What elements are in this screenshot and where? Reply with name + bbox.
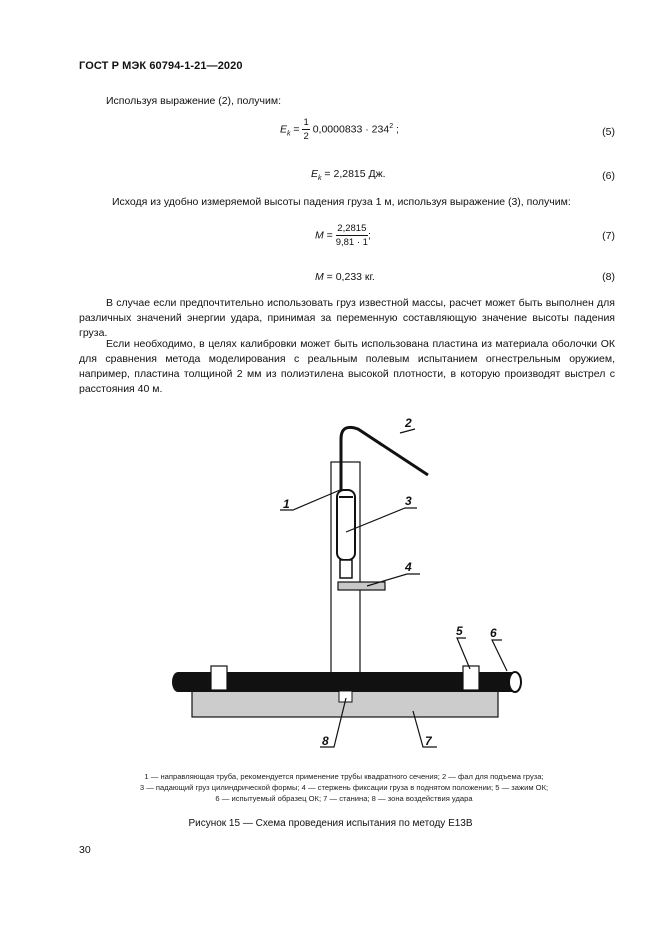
eq7-tail: ; bbox=[367, 229, 371, 242]
eq5-fraction bbox=[302, 117, 309, 142]
figure-caption: Рисунок 15 — Схема проведения испытания по методу Е13В bbox=[188, 818, 473, 829]
clamp-left bbox=[211, 666, 227, 690]
figure-label-5: 5 bbox=[456, 624, 463, 638]
eq5-frac-den: 2 bbox=[303, 131, 309, 142]
eq7-frac-den: 9,81 · 1 bbox=[335, 237, 368, 248]
figure-label-7: 7 bbox=[425, 734, 432, 748]
eq8-lhs: M bbox=[315, 271, 324, 283]
clamp-right bbox=[463, 666, 479, 690]
eq8-rest: = 0,233 кг. bbox=[323, 271, 375, 283]
eq5-lhs: E bbox=[280, 123, 288, 136]
equation-7 bbox=[315, 223, 371, 248]
eq5-frac-num: 1 bbox=[303, 117, 309, 128]
intro-text: Используя выражение (2), получим: bbox=[106, 95, 282, 107]
figure-label-6: 6 bbox=[490, 626, 497, 640]
document-header: ГОСТ Р МЭК 60794-1-21—2020 bbox=[79, 60, 243, 72]
eq5-rest: 0,0000833 · 234 bbox=[309, 123, 390, 136]
equation-5 bbox=[280, 117, 399, 142]
eq5-lhs-sub: k bbox=[287, 130, 291, 138]
test-setup-figure bbox=[0, 405, 661, 765]
eq7-lhs: M bbox=[315, 229, 324, 242]
eq6-lhs-sub: k bbox=[318, 175, 322, 183]
equation-6-number: (6) bbox=[602, 170, 615, 182]
equation-5-number: (5) bbox=[602, 126, 615, 138]
falling-weight bbox=[337, 490, 355, 560]
legend-line-3: 6 — испытуемый образец ОК; 7 — станина; 8 — зона воздействия удара bbox=[215, 794, 473, 803]
eq6-rest: = 2,2815 Дж. bbox=[321, 168, 386, 180]
eq7-fraction bbox=[336, 223, 368, 248]
equation-8 bbox=[315, 271, 375, 283]
equation-7-number: (7) bbox=[602, 230, 615, 242]
equation-8-number: (8) bbox=[602, 271, 615, 283]
figure-label-1: 1 bbox=[283, 497, 290, 511]
weight-shaft bbox=[340, 560, 352, 578]
eq5-equals: = bbox=[290, 123, 303, 136]
paragraph-known-mass: В случае если предпочтительно использовать груз известной массы, расчет может быть выполнен для различных значений энергии удара, принимая за переменную составляющую значение высоты падения груза. bbox=[79, 297, 615, 339]
eq6-lhs: E bbox=[311, 168, 319, 180]
figure-label-8: 8 bbox=[322, 734, 329, 748]
eq7-frac-num: 2,2815 bbox=[337, 223, 367, 234]
eq5-tail: ; bbox=[393, 123, 399, 136]
equation-6 bbox=[311, 168, 386, 182]
figure-label-3: 3 bbox=[405, 494, 412, 508]
cable-right-end bbox=[509, 672, 521, 692]
paragraph-calibration: Если необходимо, в целях калибровки может быть использована пластина из материала оболочки ОК для сравнения метода моделирования с реальным полевым испытанием огнестрельным оружием, например, пластина толщиной 2 мм из полиэтилена высокой плотности, в которую производят выстрел с расстояния 40 м. bbox=[79, 338, 615, 395]
cable-left-end bbox=[172, 672, 184, 692]
page-number: 30 bbox=[79, 844, 91, 856]
legend-line-1: 1 — направляющая труба, рекомендуется применение трубы квадратного сечения; 2 — фал для подъема груза; bbox=[144, 772, 544, 781]
eq7-equals: = bbox=[323, 229, 336, 242]
figure-label-4: 4 bbox=[405, 560, 412, 574]
figure-label-2: 2 bbox=[405, 416, 412, 430]
paragraph-height: Исходя из удобно измеряемой высоты падения груза 1 м, используя выражение (3), получим: bbox=[112, 196, 571, 208]
legend-line-2: 3 — падающий груз цилиндрической формы; 4 — стержень фиксации груза в поднятом положении; 5 — зажим ОК; bbox=[139, 783, 549, 792]
eq5-sup: 2 bbox=[389, 122, 394, 130]
